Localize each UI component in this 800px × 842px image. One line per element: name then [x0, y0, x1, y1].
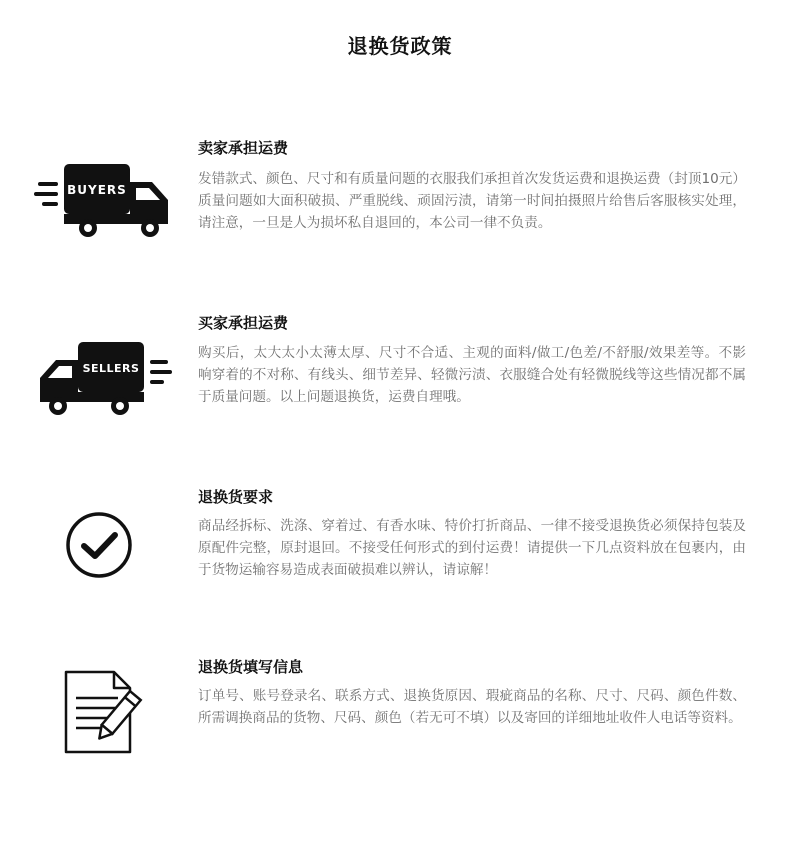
section-heading: 退换货要求 [198, 488, 274, 506]
section-body: 商品经拆标、洗涤、穿着过、有香水味、特价打折商品、一律不接受退换货必须保持包装及原配件完整，原封退回。不接受任何形式的到付运费！请提供一下几点资料放在包裹内，由于货物运输容易造成表面破损难以辨认，请谅解！ [198, 518, 746, 578]
checkmark-circle-icon [64, 510, 134, 580]
section-body: 购买后，太大太小太薄太厚、尺寸不合适、主观的面料/做工/色差/不舒服/效果差等。不影响穿着的不对称、有线头、细节差异、轻微污渍、衣服缝合处有轻微脱线等这些情况都不属于质量问题。以上问题退换货，运费自理哦。 [198, 345, 746, 405]
delivery-truck-icon [34, 338, 174, 420]
delivery-truck-icon [34, 160, 174, 242]
truck-label: SELLERS [82, 362, 140, 375]
section-heading: 买家承担运费 [198, 314, 289, 332]
section-heading: 卖家承担运费 [198, 139, 289, 157]
section-body: 订单号、账号登录名、联系方式、退换货原因、瑕疵商品的名称、尺寸、尺码、颜色件数、所需调换商品的货物、尺码、颜色（若无可不填）以及寄回的详细地址收件人电话等资料。 [198, 688, 746, 726]
truck-label: BUYERS [67, 183, 127, 197]
page-title: 退换货政策 [347, 34, 453, 58]
section-body: 发错款式、颜色、尺寸和有质量问题的衣服我们承担首次发货运费和退换运费（封顶10元）质量问题如大面积破损、严重脱线、顽固污渍，请第一时间拍摄照片给售后客服核实处理，请注意，一旦是人为损坏私自退回的，本公司一律不负责。 [198, 171, 746, 231]
document-pen-icon [62, 668, 158, 758]
section-heading: 退换货填写信息 [198, 658, 304, 676]
